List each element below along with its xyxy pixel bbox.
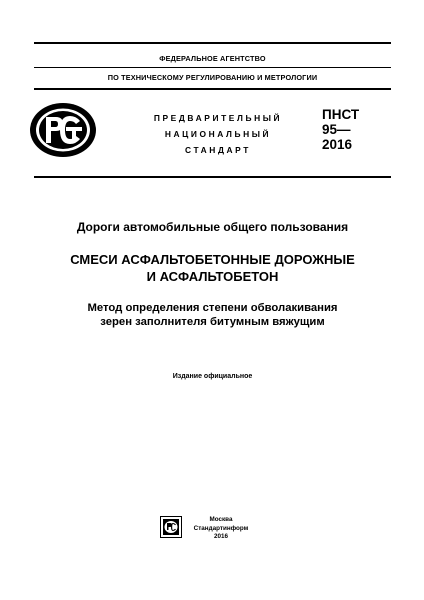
top-rule: [34, 42, 391, 44]
standard-code-line-1: ПНСТ: [322, 107, 360, 122]
agency-subtitle: ПО ТЕХНИЧЕСКОМУ РЕГУЛИРОВАНИЮ И МЕТРОЛОГИИ: [107, 73, 318, 82]
gost-r-emblem-icon: [28, 101, 98, 159]
agency-name: ФЕДЕРАЛЬНОЕ АГЕНТСТВО: [159, 54, 266, 63]
document-subtitle: [34, 301, 391, 329]
standard-type-line-3: СТАНДАРТ: [185, 145, 251, 155]
standard-code-line-2: 95—: [322, 122, 351, 137]
main-title-line-1: СМЕСИ АСФАЛЬТОБЕТОННЫЕ ДОРОЖНЫЕ: [70, 252, 355, 267]
subtitle-line-2: зерен заполнителя битумным вяжущим: [100, 316, 325, 328]
standard-type: [148, 110, 288, 158]
document-main-title: [34, 251, 391, 285]
header-bottom-rule: [34, 88, 391, 90]
main-title-line-2: И АСФАЛЬТОБЕТОН: [146, 269, 279, 284]
publisher-name: Стандартинформ: [193, 524, 249, 532]
agency-rule: [34, 67, 391, 68]
publisher-city: Москва: [209, 516, 233, 523]
document-group-title: Дороги автомобильные общего пользования: [76, 220, 349, 234]
publisher-year: 2016: [213, 533, 228, 540]
standard-type-line-2: НАЦИОНАЛЬНЫЙ: [164, 129, 272, 139]
edition-label: Издание официальное: [172, 373, 253, 380]
publisher-block: [193, 516, 249, 542]
standard-code-line-3: 2016: [322, 137, 353, 152]
standard-type-line-1: ПРЕДВАРИТЕЛЬНЫЙ: [153, 113, 283, 123]
code-block-rule: [34, 176, 391, 178]
subtitle-line-1: Метод определения степени обволакивания: [87, 302, 338, 314]
standard-code: [322, 107, 382, 152]
standartinform-icon: [160, 516, 182, 538]
